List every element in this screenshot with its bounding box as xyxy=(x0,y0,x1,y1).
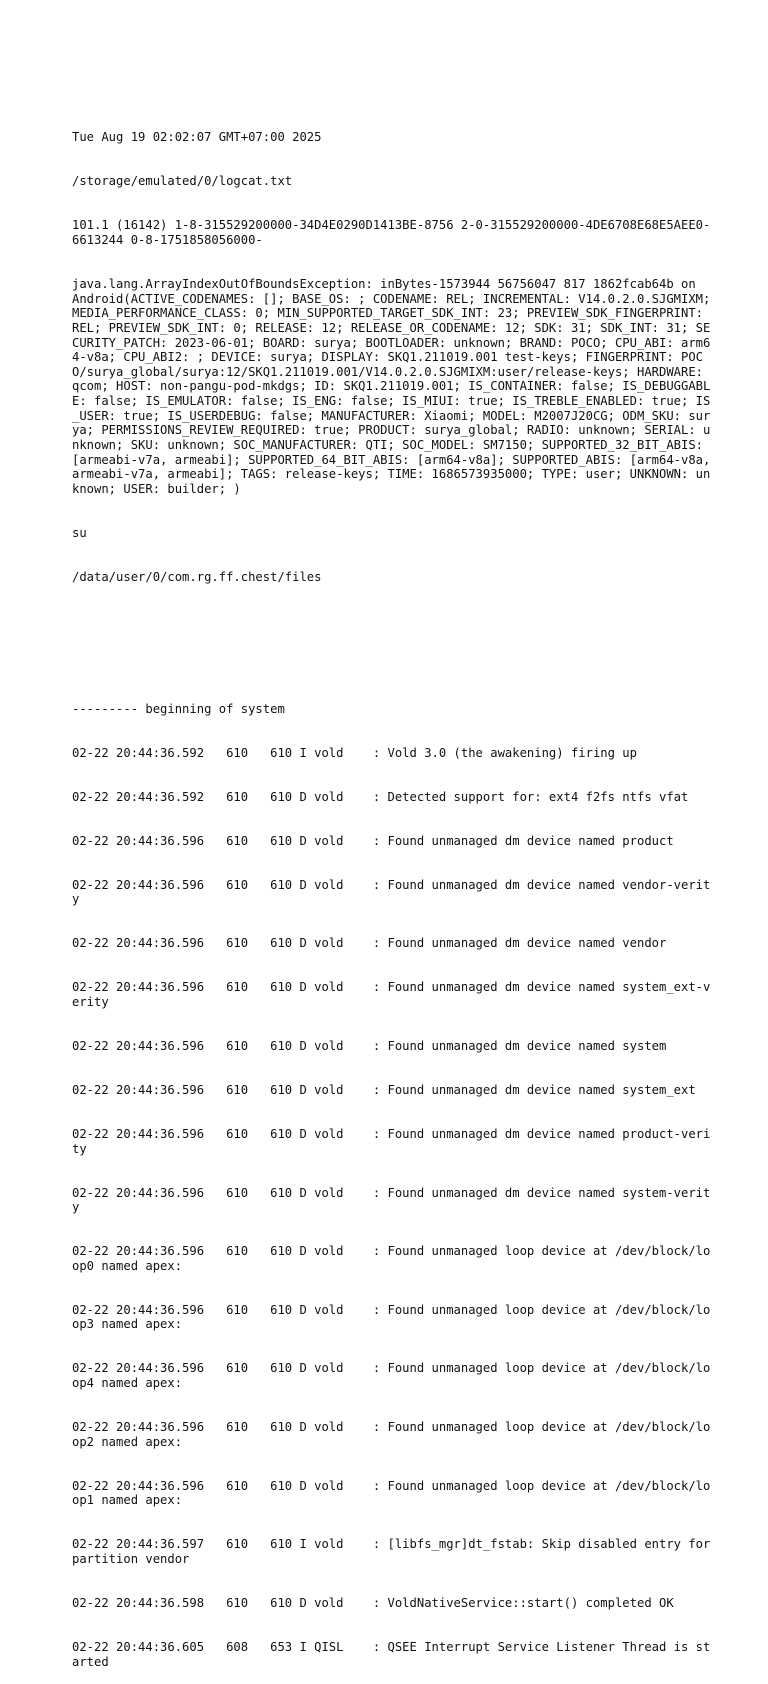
log-entry: 02-22 20:44:36.592 610 610 D vold : Detected support for: ext4 f2fs ntfs vfat xyxy=(72,789,689,804)
report-timestamp: Tue Aug 19 02:02:07 GMT+07:00 2025 xyxy=(72,130,322,145)
exception-device-info: java.lang.ArrayIndexOutOfBoundsException: inBytes-1573944 56756047 817 1862fcab64b on Android(ACTIVE_CODENAMES: []; BASE_OS: ; CODENAME: REL; INCREMENTAL: V14.0.2.0.SJGMIXM; MEDIA_PERFORMANCE_CLASS: 0; MIN_SUPPORTED_TARGET_SDK_INT: 23; PREVIEW_SDK_FINGERPRINT: REL; PREVIEW_SDK_INT: 0; RELEASE: 12; RELEASE_OR_CODENAME: 12; SDK: 31; SDK_INT: 31; SECURITY_PATCH: 2023-06-01; BOARD: surya; BOOTLOADER: unknown; BRAND: POCO; CPU_ABI: arm64-v8a; CPU_ABI2: ; DEVICE: surya; DISPLAY: SKQ1.211019.001 test-keys; FINGERPRINT: POCO/surya_global/surya:12/SKQ1.211019.001/V14.0.2.0.SJGMIXM:user/release-keys; HARDWARE: qcom; HOST: non-pangu-pod-mkdgs; ID: SKQ1.211019.001; IS_CONTAINER: false; IS_DEBUGGABLE: false; IS_EMULATOR: false; IS_ENG: false; IS_MIUI: true; IS_TREBLE_ENABLED: true; IS_USER: true; IS_USERDEBUG: false; MANUFACTURER: Xiaomi; MODEL: M2007J20CG; ODM_SKU: surya; PERMISSIONS_REVIEW_REQUIRED: true; PRODUCT: surya_global; RADIO: unknown; SERIAL: unknown; SKU: unknown; SOC_MANUFACTURER: QTI; SOC_MODEL: SM7150; SUPPORTED_32_BIT_ABIS: [armeabi-v7a, armeabi]; SUPPORTED_64_BIT_ABIS: [arm64-v8a]; SUPPORTED_ABIS: [arm64-v8a, armeabi-v7a, armeabi]; TAGS: release-keys; TIME: 1686573935000; TYPE: user; UNKNOWN: unknown; USER: builder; ) xyxy=(72,276,718,497)
log-entry: 02-22 20:44:36.596 610 610 D vold : Found unmanaged loop device at /dev/block/loop3 named apex: xyxy=(72,1302,711,1332)
spacer xyxy=(72,658,712,673)
log-entry: 02-22 20:44:36.596 610 610 D vold : Found unmanaged loop device at /dev/block/loop4 named apex: xyxy=(72,1361,711,1391)
log-entry: 02-22 20:44:36.596 610 610 D vold : Found unmanaged dm device named vendor xyxy=(72,936,667,951)
log-section-header: --------- beginning of system xyxy=(72,701,285,716)
log-entry: 02-22 20:44:36.596 610 610 D vold : Found unmanaged dm device named vendor-verity xyxy=(72,877,711,907)
log-entry: 02-22 20:44:36.596 610 610 D vold : Found unmanaged dm device named product-verity xyxy=(72,1126,711,1156)
files-path: /data/user/0/com.rg.ff.chest/files xyxy=(72,570,322,584)
app-version-line: 101.1 (16142) 1-8-315529200000-34D4E0290D1413BE-8756 2-0-315529200000-4DE6708E68E5AEE0-6613244 0-8-1751858056000- xyxy=(72,218,711,247)
log-entry: 02-22 20:44:36.596 610 610 D vold : Found unmanaged dm device named system-verity xyxy=(72,1185,711,1215)
log-entry: 02-22 20:44:36.596 610 610 D vold : Found unmanaged dm device named system_ext-verity xyxy=(72,980,711,1009)
log-entry: 02-22 20:44:36.598 610 610 D vold : VoldNativeService::start() completed OK xyxy=(72,1595,674,1610)
log-entry: 02-22 20:44:36.596 610 610 D vold : Found unmanaged loop device at /dev/block/loop0 named apex: xyxy=(72,1244,711,1273)
spacer xyxy=(72,614,712,629)
log-entry: 02-22 20:44:36.596 610 610 D vold : Found unmanaged loop device at /dev/block/loop2 named apex: xyxy=(72,1420,711,1449)
log-entry: 02-22 20:44:36.605 608 653 I QISL : QSEE Interrupt Service Listener Thread is started xyxy=(72,1639,711,1669)
log-entry: 02-22 20:44:36.596 610 610 D vold : Found unmanaged dm device named system xyxy=(72,1038,667,1053)
logcat-document xyxy=(72,101,718,1684)
log-entry: 02-22 20:44:36.596 610 610 D vold : Found unmanaged loop device at /dev/block/loop1 named apex: xyxy=(72,1478,711,1508)
logcat-file-path: /storage/emulated/0/logcat.txt xyxy=(72,174,293,189)
log-entry: 02-22 20:44:36.592 610 610 I vold : Vold 3.0 (the awakening) firing up xyxy=(72,745,637,760)
su-line: su xyxy=(72,526,87,541)
log-entry: 02-22 20:44:36.596 610 610 D vold : Found unmanaged dm device named system_ext xyxy=(72,1082,696,1097)
log-entry: 02-22 20:44:36.597 610 610 I vold : [libfs_mgr]dt_fstab: Skip disabled entry for partition vendor xyxy=(72,1537,718,1566)
log-entry: 02-22 20:44:36.596 610 610 D vold : Found unmanaged dm device named product xyxy=(72,833,674,848)
